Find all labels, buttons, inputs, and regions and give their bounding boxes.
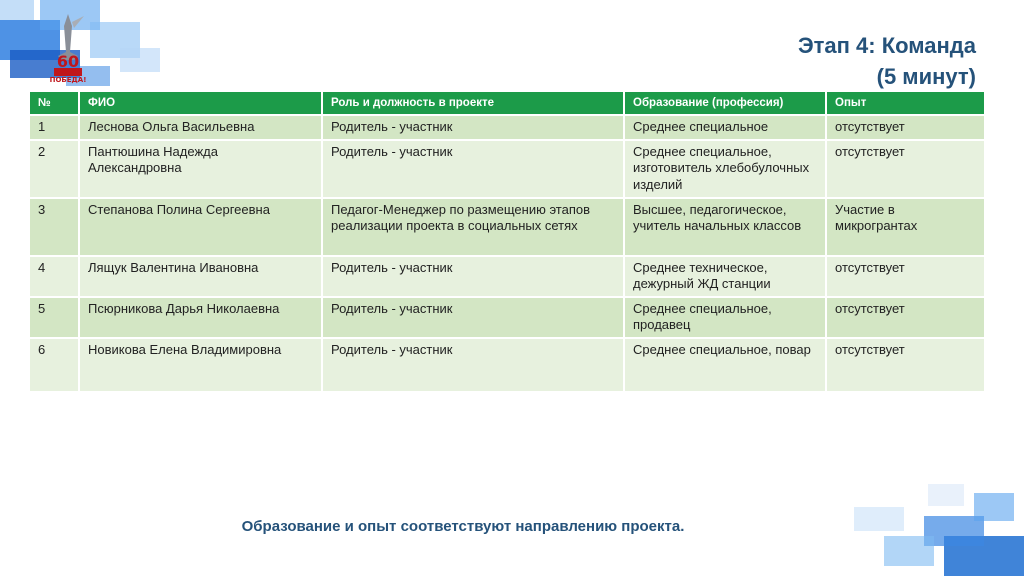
cell-name: Лящук Валентина Ивановна bbox=[79, 256, 322, 297]
logo-number: 60 bbox=[56, 52, 80, 71]
header-name: ФИО bbox=[79, 91, 322, 115]
cell-experience: отсутствует bbox=[826, 256, 985, 297]
cell-role: Родитель - участник bbox=[322, 115, 624, 140]
title-line-1: Этап 4: Команда bbox=[797, 33, 976, 58]
table-row bbox=[29, 140, 985, 198]
cell-role: Родитель - участник bbox=[322, 256, 624, 297]
cell-number: 5 bbox=[29, 297, 79, 338]
cell-experience: отсутствует bbox=[826, 297, 985, 338]
team-table bbox=[28, 90, 986, 393]
cell-name: Новикова Елена Владимировна bbox=[79, 338, 322, 392]
victory-logo bbox=[48, 12, 88, 86]
table-row bbox=[29, 115, 985, 140]
cell-name: Степанова Полина Сергеевна bbox=[79, 198, 322, 256]
cell-education: Среднее специальное, повар bbox=[624, 338, 826, 392]
cell-number: 4 bbox=[29, 256, 79, 297]
cell-number: 2 bbox=[29, 140, 79, 198]
logo-text: ПОБЕДА! bbox=[49, 76, 87, 84]
cell-education: Высшее, педагогическое, учитель начальных классов bbox=[624, 198, 826, 256]
footer-note: Образование и опыт соответствуют направлению проекта. bbox=[241, 518, 685, 535]
title-line-2: (5 минут) bbox=[876, 64, 976, 89]
cell-name: Псюрникова Дарья Николаевна bbox=[79, 297, 322, 338]
cell-number: 1 bbox=[29, 115, 79, 140]
cell-experience: отсутствует bbox=[826, 140, 985, 198]
cell-education: Среднее техническое, дежурный ЖД станции bbox=[624, 256, 826, 297]
header-education: Образование (профессия) bbox=[624, 91, 826, 115]
cell-name: Пантюшина Надежда Александровна bbox=[79, 140, 322, 198]
cell-role: Родитель - участник bbox=[322, 140, 624, 198]
cell-experience: отсутствует bbox=[826, 115, 985, 140]
table-row bbox=[29, 338, 985, 392]
cell-name: Леснова Ольга Васильевна bbox=[79, 115, 322, 140]
cell-role: Родитель - участник bbox=[322, 297, 624, 338]
cell-education: Среднее специальное, продавец bbox=[624, 297, 826, 338]
cell-education: Среднее специальное, изготовитель хлебобулочных изделий bbox=[624, 140, 826, 198]
header-experience: Опыт bbox=[826, 91, 985, 115]
cell-role: Родитель - участник bbox=[322, 338, 624, 392]
table-header-row bbox=[29, 91, 985, 115]
header-number: № bbox=[29, 91, 79, 115]
cell-number: 3 bbox=[29, 198, 79, 256]
cell-experience: Участие в микрогрантах bbox=[826, 198, 985, 256]
table-row bbox=[29, 297, 985, 338]
cell-experience: отсутствует bbox=[826, 338, 985, 392]
table-row bbox=[29, 256, 985, 297]
table-row bbox=[29, 198, 985, 256]
cell-role: Педагог-Менеджер по размещению этапов реализации проекта в социальных сетях bbox=[322, 198, 624, 256]
cell-education: Среднее специальное bbox=[624, 115, 826, 140]
header-role: Роль и должность в проекте bbox=[322, 91, 624, 115]
slide-title bbox=[798, 30, 976, 92]
cell-number: 6 bbox=[29, 338, 79, 392]
